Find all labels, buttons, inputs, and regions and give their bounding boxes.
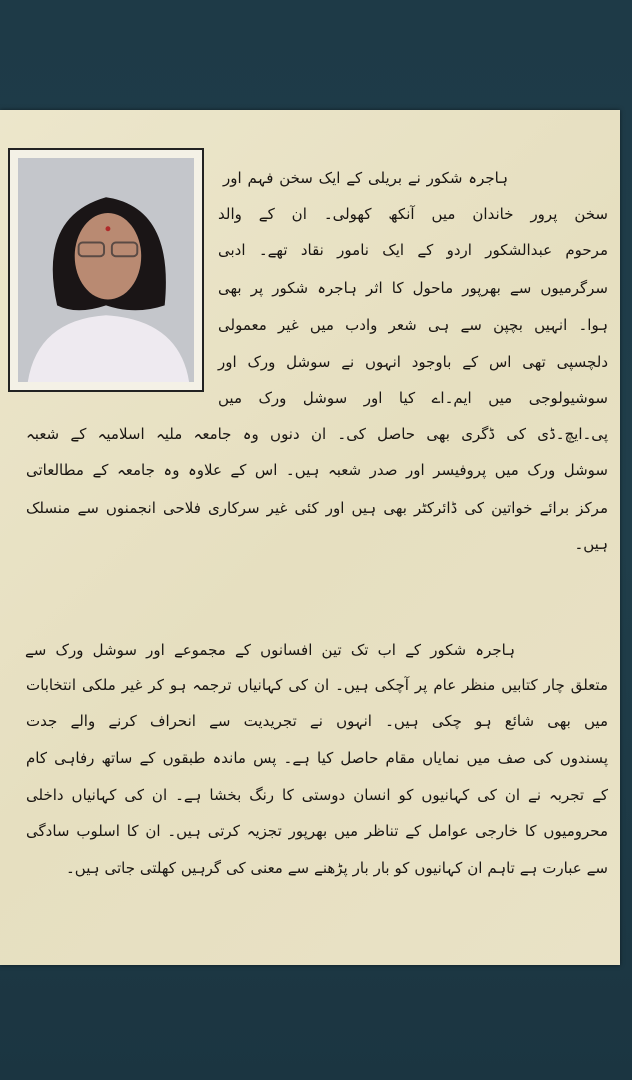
bio-line: دلچسپی تھی اس کے باوجود انہوں نے سوشل ورک اور bbox=[218, 353, 608, 371]
bio-line: ہاجرہ شکور نے بریلی کے ایک سخن فہم اور bbox=[223, 169, 508, 187]
bio-line: میں بھی شائع ہو چکی ہیں۔ انہوں نے تجریدیت سے انحراف کرنے والے جدت bbox=[26, 712, 608, 730]
book-back-cover bbox=[0, 110, 620, 965]
bio-line: پی۔ایچ۔ڈی کی ڈگری بھی حاصل کی۔ ان دنوں وہ جامعہ ملیہ اسلامیہ کے شعبہ bbox=[26, 425, 608, 443]
bio-line: ہیں۔ bbox=[574, 535, 608, 553]
author-photo-frame bbox=[8, 148, 204, 392]
bio-line: سوشیولوجی میں ایم۔اے کیا اور سوشل ورک میں bbox=[218, 389, 608, 407]
bio-line: ہوا۔ انہیں بچپن سے ہی شعر وادب میں غیر معمولی bbox=[218, 316, 608, 334]
bio-line: کے تجربہ نے ان کی کہانیوں کو انسان دوستی کا رنگ بخشا ہے۔ ان کی کہانیاں داخلی bbox=[26, 786, 608, 804]
bio-line: محرومیوں کا خارجی عوامل کے تناظر میں بھرپور تجزیہ کرتی ہیں۔ ان کا اسلوب سادگی bbox=[26, 822, 608, 840]
bio-line: سوشل ورک میں پروفیسر اور صدر شعبہ ہیں۔ اس کے علاوہ وہ جامعہ کے مطالعاتی bbox=[26, 461, 608, 479]
bio-line: مرحوم عبدالشکور اردو کے ایک نامور نقاد تھے۔ ادبی bbox=[218, 241, 608, 259]
bio-line: متعلق چار کتابیں منظر عام پر آچکی ہیں۔ ان کی کہانیاں ترجمہ ہو کر غیر ملکی انتخابات bbox=[26, 676, 608, 694]
bio-line: سخن پرور خاندان میں آنکھ کھولی۔ ان کے والد bbox=[218, 205, 608, 223]
bio-line: سے عبارت ہے تاہم ان کہانیوں کو بار بار پڑھنے سے معنی کی گرہیں کھلتی جاتی ہیں۔ bbox=[66, 859, 608, 877]
bio-line: مرکز برائے خواتین کی ڈائرکٹر بھی ہیں اور کئی غیر سرکاری فلاحی انجمنوں سے منسلک bbox=[26, 499, 608, 517]
bio-line: سرگرمیوں سے بھرپور ماحول کا اثر ہاجرہ شکور پر بھی bbox=[218, 279, 608, 297]
author-photo bbox=[18, 158, 194, 382]
bio-line: ہاجرہ شکور کے اب تک تین افسانوں کے مجموعے اور سوشل ورک سے bbox=[25, 641, 515, 659]
bio-line: پسندوں کی صف میں نمایاں مقام حاصل کیا ہے۔ پس ماندہ طبقوں کے ساتھ رفاہی کام bbox=[26, 749, 608, 767]
